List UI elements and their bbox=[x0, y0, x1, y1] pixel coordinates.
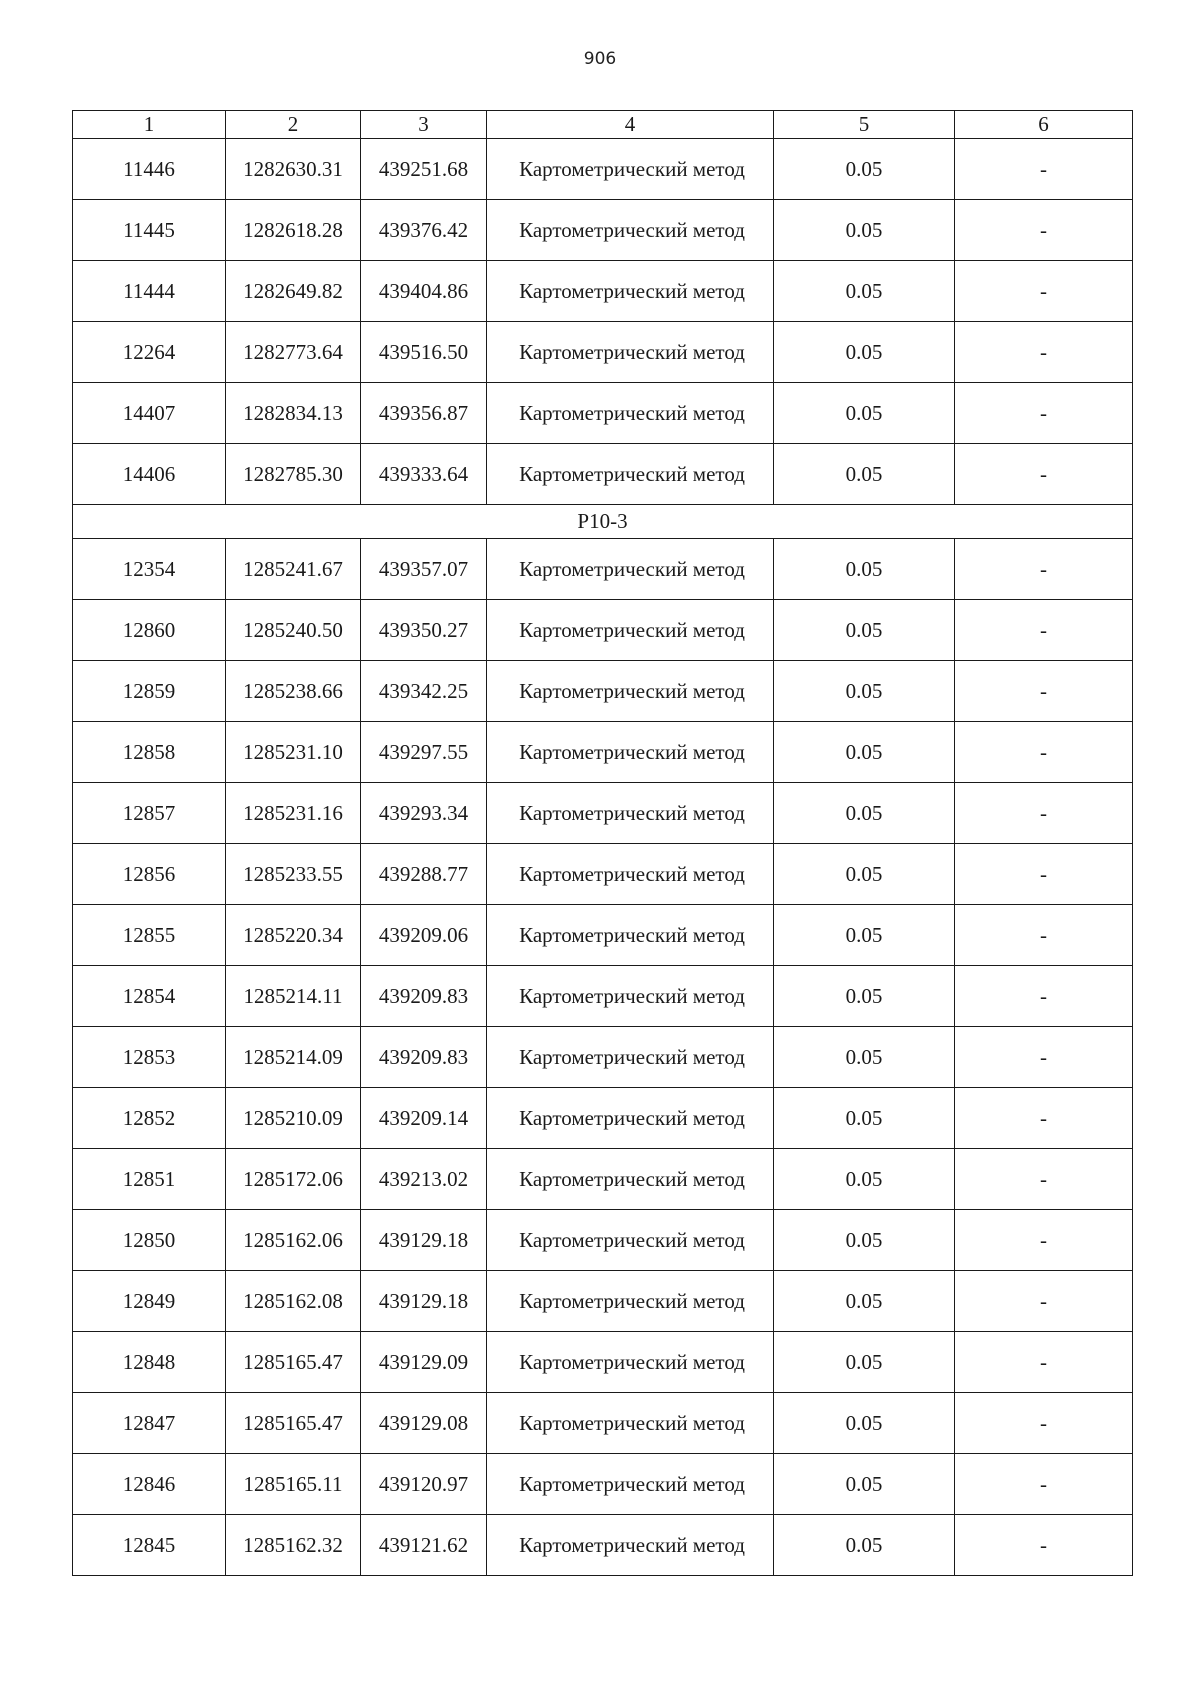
method-cell: Картометрический метод bbox=[487, 139, 774, 200]
x-coordinate-cell: 1282834.13 bbox=[226, 383, 361, 444]
table-row bbox=[73, 905, 1133, 966]
y-coordinate-cell: 439129.18 bbox=[361, 1271, 487, 1332]
x-coordinate-cell: 1285240.50 bbox=[226, 600, 361, 661]
y-coordinate-cell: 439251.68 bbox=[361, 139, 487, 200]
x-coordinate-cell: 1285231.10 bbox=[226, 722, 361, 783]
x-coordinate-cell: 1285210.09 bbox=[226, 1088, 361, 1149]
accuracy-cell: 0.05 bbox=[774, 722, 955, 783]
accuracy-cell: 0.05 bbox=[774, 905, 955, 966]
description-cell: - bbox=[955, 1454, 1133, 1515]
description-cell: - bbox=[955, 1210, 1133, 1271]
point-number-cell: 12854 bbox=[73, 966, 226, 1027]
y-coordinate-cell: 439350.27 bbox=[361, 600, 487, 661]
y-coordinate-cell: 439209.06 bbox=[361, 905, 487, 966]
point-number-cell: 12855 bbox=[73, 905, 226, 966]
accuracy-cell: 0.05 bbox=[774, 322, 955, 383]
method-cell: Картометрический метод bbox=[487, 1393, 774, 1454]
coordinates-table bbox=[72, 110, 1133, 1576]
x-coordinate-cell: 1285165.47 bbox=[226, 1393, 361, 1454]
method-cell: Картометрический метод bbox=[487, 1454, 774, 1515]
description-cell: - bbox=[955, 539, 1133, 600]
x-coordinate-cell: 1282785.30 bbox=[226, 444, 361, 505]
table-row bbox=[73, 261, 1133, 322]
method-cell: Картометрический метод bbox=[487, 200, 774, 261]
y-coordinate-cell: 439516.50 bbox=[361, 322, 487, 383]
section-title: Р10-3 bbox=[73, 505, 1133, 539]
method-cell: Картометрический метод bbox=[487, 783, 774, 844]
accuracy-cell: 0.05 bbox=[774, 661, 955, 722]
column-header: 6 bbox=[955, 111, 1133, 139]
table-row bbox=[73, 1088, 1133, 1149]
description-cell: - bbox=[955, 1271, 1133, 1332]
page-number: 906 bbox=[583, 49, 617, 69]
y-coordinate-cell: 439209.14 bbox=[361, 1088, 487, 1149]
method-cell: Картометрический метод bbox=[487, 1515, 774, 1576]
method-cell: Картометрический метод bbox=[487, 1210, 774, 1271]
description-cell: - bbox=[955, 1393, 1133, 1454]
method-cell: Картометрический метод bbox=[487, 1088, 774, 1149]
accuracy-cell: 0.05 bbox=[774, 539, 955, 600]
description-cell: - bbox=[955, 722, 1133, 783]
point-number-cell: 11445 bbox=[73, 200, 226, 261]
accuracy-cell: 0.05 bbox=[774, 600, 955, 661]
accuracy-cell: 0.05 bbox=[774, 1088, 955, 1149]
table-row bbox=[73, 1515, 1133, 1576]
method-cell: Картометрический метод bbox=[487, 661, 774, 722]
y-coordinate-cell: 439209.83 bbox=[361, 966, 487, 1027]
table-row bbox=[73, 600, 1133, 661]
coordinates-table-body bbox=[73, 111, 1133, 1576]
y-coordinate-cell: 439120.97 bbox=[361, 1454, 487, 1515]
method-cell: Картометрический метод bbox=[487, 1027, 774, 1088]
point-number-cell: 12849 bbox=[73, 1271, 226, 1332]
table-row bbox=[73, 539, 1133, 600]
accuracy-cell: 0.05 bbox=[774, 139, 955, 200]
x-coordinate-cell: 1282773.64 bbox=[226, 322, 361, 383]
description-cell: - bbox=[955, 383, 1133, 444]
description-cell: - bbox=[955, 966, 1133, 1027]
point-number-cell: 11444 bbox=[73, 261, 226, 322]
accuracy-cell: 0.05 bbox=[774, 1210, 955, 1271]
table-row bbox=[73, 1271, 1133, 1332]
x-coordinate-cell: 1282649.82 bbox=[226, 261, 361, 322]
accuracy-cell: 0.05 bbox=[774, 444, 955, 505]
x-coordinate-cell: 1285165.47 bbox=[226, 1332, 361, 1393]
x-coordinate-cell: 1285231.16 bbox=[226, 783, 361, 844]
accuracy-cell: 0.05 bbox=[774, 1393, 955, 1454]
x-coordinate-cell: 1282618.28 bbox=[226, 200, 361, 261]
accuracy-cell: 0.05 bbox=[774, 966, 955, 1027]
y-coordinate-cell: 439357.07 bbox=[361, 539, 487, 600]
method-cell: Картометрический метод bbox=[487, 966, 774, 1027]
point-number-cell: 12851 bbox=[73, 1149, 226, 1210]
description-cell: - bbox=[955, 1515, 1133, 1576]
description-cell: - bbox=[955, 783, 1133, 844]
x-coordinate-cell: 1285165.11 bbox=[226, 1454, 361, 1515]
accuracy-cell: 0.05 bbox=[774, 261, 955, 322]
y-coordinate-cell: 439121.62 bbox=[361, 1515, 487, 1576]
table-row bbox=[73, 722, 1133, 783]
table-row bbox=[73, 1149, 1133, 1210]
y-coordinate-cell: 439376.42 bbox=[361, 200, 487, 261]
description-cell: - bbox=[955, 1027, 1133, 1088]
table-row bbox=[73, 966, 1133, 1027]
x-coordinate-cell: 1285172.06 bbox=[226, 1149, 361, 1210]
table-row bbox=[73, 661, 1133, 722]
x-coordinate-cell: 1285162.32 bbox=[226, 1515, 361, 1576]
table-row bbox=[73, 444, 1133, 505]
table-row bbox=[73, 844, 1133, 905]
accuracy-cell: 0.05 bbox=[774, 844, 955, 905]
y-coordinate-cell: 439288.77 bbox=[361, 844, 487, 905]
y-coordinate-cell: 439129.09 bbox=[361, 1332, 487, 1393]
x-coordinate-cell: 1285238.66 bbox=[226, 661, 361, 722]
point-number-cell: 12858 bbox=[73, 722, 226, 783]
column-header: 4 bbox=[487, 111, 774, 139]
y-coordinate-cell: 439404.86 bbox=[361, 261, 487, 322]
column-header: 3 bbox=[361, 111, 487, 139]
point-number-cell: 12848 bbox=[73, 1332, 226, 1393]
column-header: 2 bbox=[226, 111, 361, 139]
accuracy-cell: 0.05 bbox=[774, 1271, 955, 1332]
point-number-cell: 12845 bbox=[73, 1515, 226, 1576]
accuracy-cell: 0.05 bbox=[774, 1149, 955, 1210]
section-header-row bbox=[73, 505, 1133, 539]
point-number-cell: 11446 bbox=[73, 139, 226, 200]
table-row bbox=[73, 139, 1133, 200]
point-number-cell: 12846 bbox=[73, 1454, 226, 1515]
x-coordinate-cell: 1285214.11 bbox=[226, 966, 361, 1027]
description-cell: - bbox=[955, 261, 1133, 322]
table-row bbox=[73, 1210, 1133, 1271]
description-cell: - bbox=[955, 139, 1133, 200]
description-cell: - bbox=[955, 905, 1133, 966]
accuracy-cell: 0.05 bbox=[774, 1027, 955, 1088]
x-coordinate-cell: 1285241.67 bbox=[226, 539, 361, 600]
method-cell: Картометрический метод bbox=[487, 722, 774, 783]
method-cell: Картометрический метод bbox=[487, 322, 774, 383]
method-cell: Картометрический метод bbox=[487, 600, 774, 661]
point-number-cell: 12856 bbox=[73, 844, 226, 905]
point-number-cell: 12859 bbox=[73, 661, 226, 722]
table-header-row bbox=[73, 111, 1133, 139]
point-number-cell: 12850 bbox=[73, 1210, 226, 1271]
x-coordinate-cell: 1285233.55 bbox=[226, 844, 361, 905]
table-row bbox=[73, 1393, 1133, 1454]
method-cell: Картометрический метод bbox=[487, 261, 774, 322]
table-row bbox=[73, 322, 1133, 383]
table-row bbox=[73, 1027, 1133, 1088]
accuracy-cell: 0.05 bbox=[774, 383, 955, 444]
method-cell: Картометрический метод bbox=[487, 844, 774, 905]
accuracy-cell: 0.05 bbox=[774, 783, 955, 844]
point-number-cell: 12852 bbox=[73, 1088, 226, 1149]
description-cell: - bbox=[955, 844, 1133, 905]
description-cell: - bbox=[955, 444, 1133, 505]
description-cell: - bbox=[955, 600, 1133, 661]
y-coordinate-cell: 439342.25 bbox=[361, 661, 487, 722]
method-cell: Картометрический метод bbox=[487, 1149, 774, 1210]
x-coordinate-cell: 1285162.06 bbox=[226, 1210, 361, 1271]
method-cell: Картометрический метод bbox=[487, 383, 774, 444]
method-cell: Картометрический метод bbox=[487, 539, 774, 600]
method-cell: Картометрический метод bbox=[487, 1271, 774, 1332]
x-coordinate-cell: 1282630.31 bbox=[226, 139, 361, 200]
method-cell: Картометрический метод bbox=[487, 444, 774, 505]
x-coordinate-cell: 1285162.08 bbox=[226, 1271, 361, 1332]
column-header: 1 bbox=[73, 111, 226, 139]
point-number-cell: 12847 bbox=[73, 1393, 226, 1454]
point-number-cell: 12354 bbox=[73, 539, 226, 600]
y-coordinate-cell: 439213.02 bbox=[361, 1149, 487, 1210]
accuracy-cell: 0.05 bbox=[774, 1515, 955, 1576]
y-coordinate-cell: 439297.55 bbox=[361, 722, 487, 783]
point-number-cell: 12857 bbox=[73, 783, 226, 844]
x-coordinate-cell: 1285220.34 bbox=[226, 905, 361, 966]
description-cell: - bbox=[955, 322, 1133, 383]
y-coordinate-cell: 439129.08 bbox=[361, 1393, 487, 1454]
x-coordinate-cell: 1285214.09 bbox=[226, 1027, 361, 1088]
method-cell: Картометрический метод bbox=[487, 905, 774, 966]
description-cell: - bbox=[955, 1088, 1133, 1149]
description-cell: - bbox=[955, 1149, 1133, 1210]
column-header: 5 bbox=[774, 111, 955, 139]
table-row bbox=[73, 783, 1133, 844]
y-coordinate-cell: 439356.87 bbox=[361, 383, 487, 444]
point-number-cell: 12860 bbox=[73, 600, 226, 661]
method-cell: Картометрический метод bbox=[487, 1332, 774, 1393]
y-coordinate-cell: 439209.83 bbox=[361, 1027, 487, 1088]
y-coordinate-cell: 439293.34 bbox=[361, 783, 487, 844]
accuracy-cell: 0.05 bbox=[774, 1454, 955, 1515]
description-cell: - bbox=[955, 661, 1133, 722]
description-cell: - bbox=[955, 200, 1133, 261]
accuracy-cell: 0.05 bbox=[774, 1332, 955, 1393]
table-row bbox=[73, 200, 1133, 261]
y-coordinate-cell: 439129.18 bbox=[361, 1210, 487, 1271]
y-coordinate-cell: 439333.64 bbox=[361, 444, 487, 505]
table-row bbox=[73, 1332, 1133, 1393]
table-row bbox=[73, 1454, 1133, 1515]
accuracy-cell: 0.05 bbox=[774, 200, 955, 261]
description-cell: - bbox=[955, 1332, 1133, 1393]
point-number-cell: 14406 bbox=[73, 444, 226, 505]
point-number-cell: 12264 bbox=[73, 322, 226, 383]
point-number-cell: 12853 bbox=[73, 1027, 226, 1088]
point-number-cell: 14407 bbox=[73, 383, 226, 444]
table-row bbox=[73, 383, 1133, 444]
